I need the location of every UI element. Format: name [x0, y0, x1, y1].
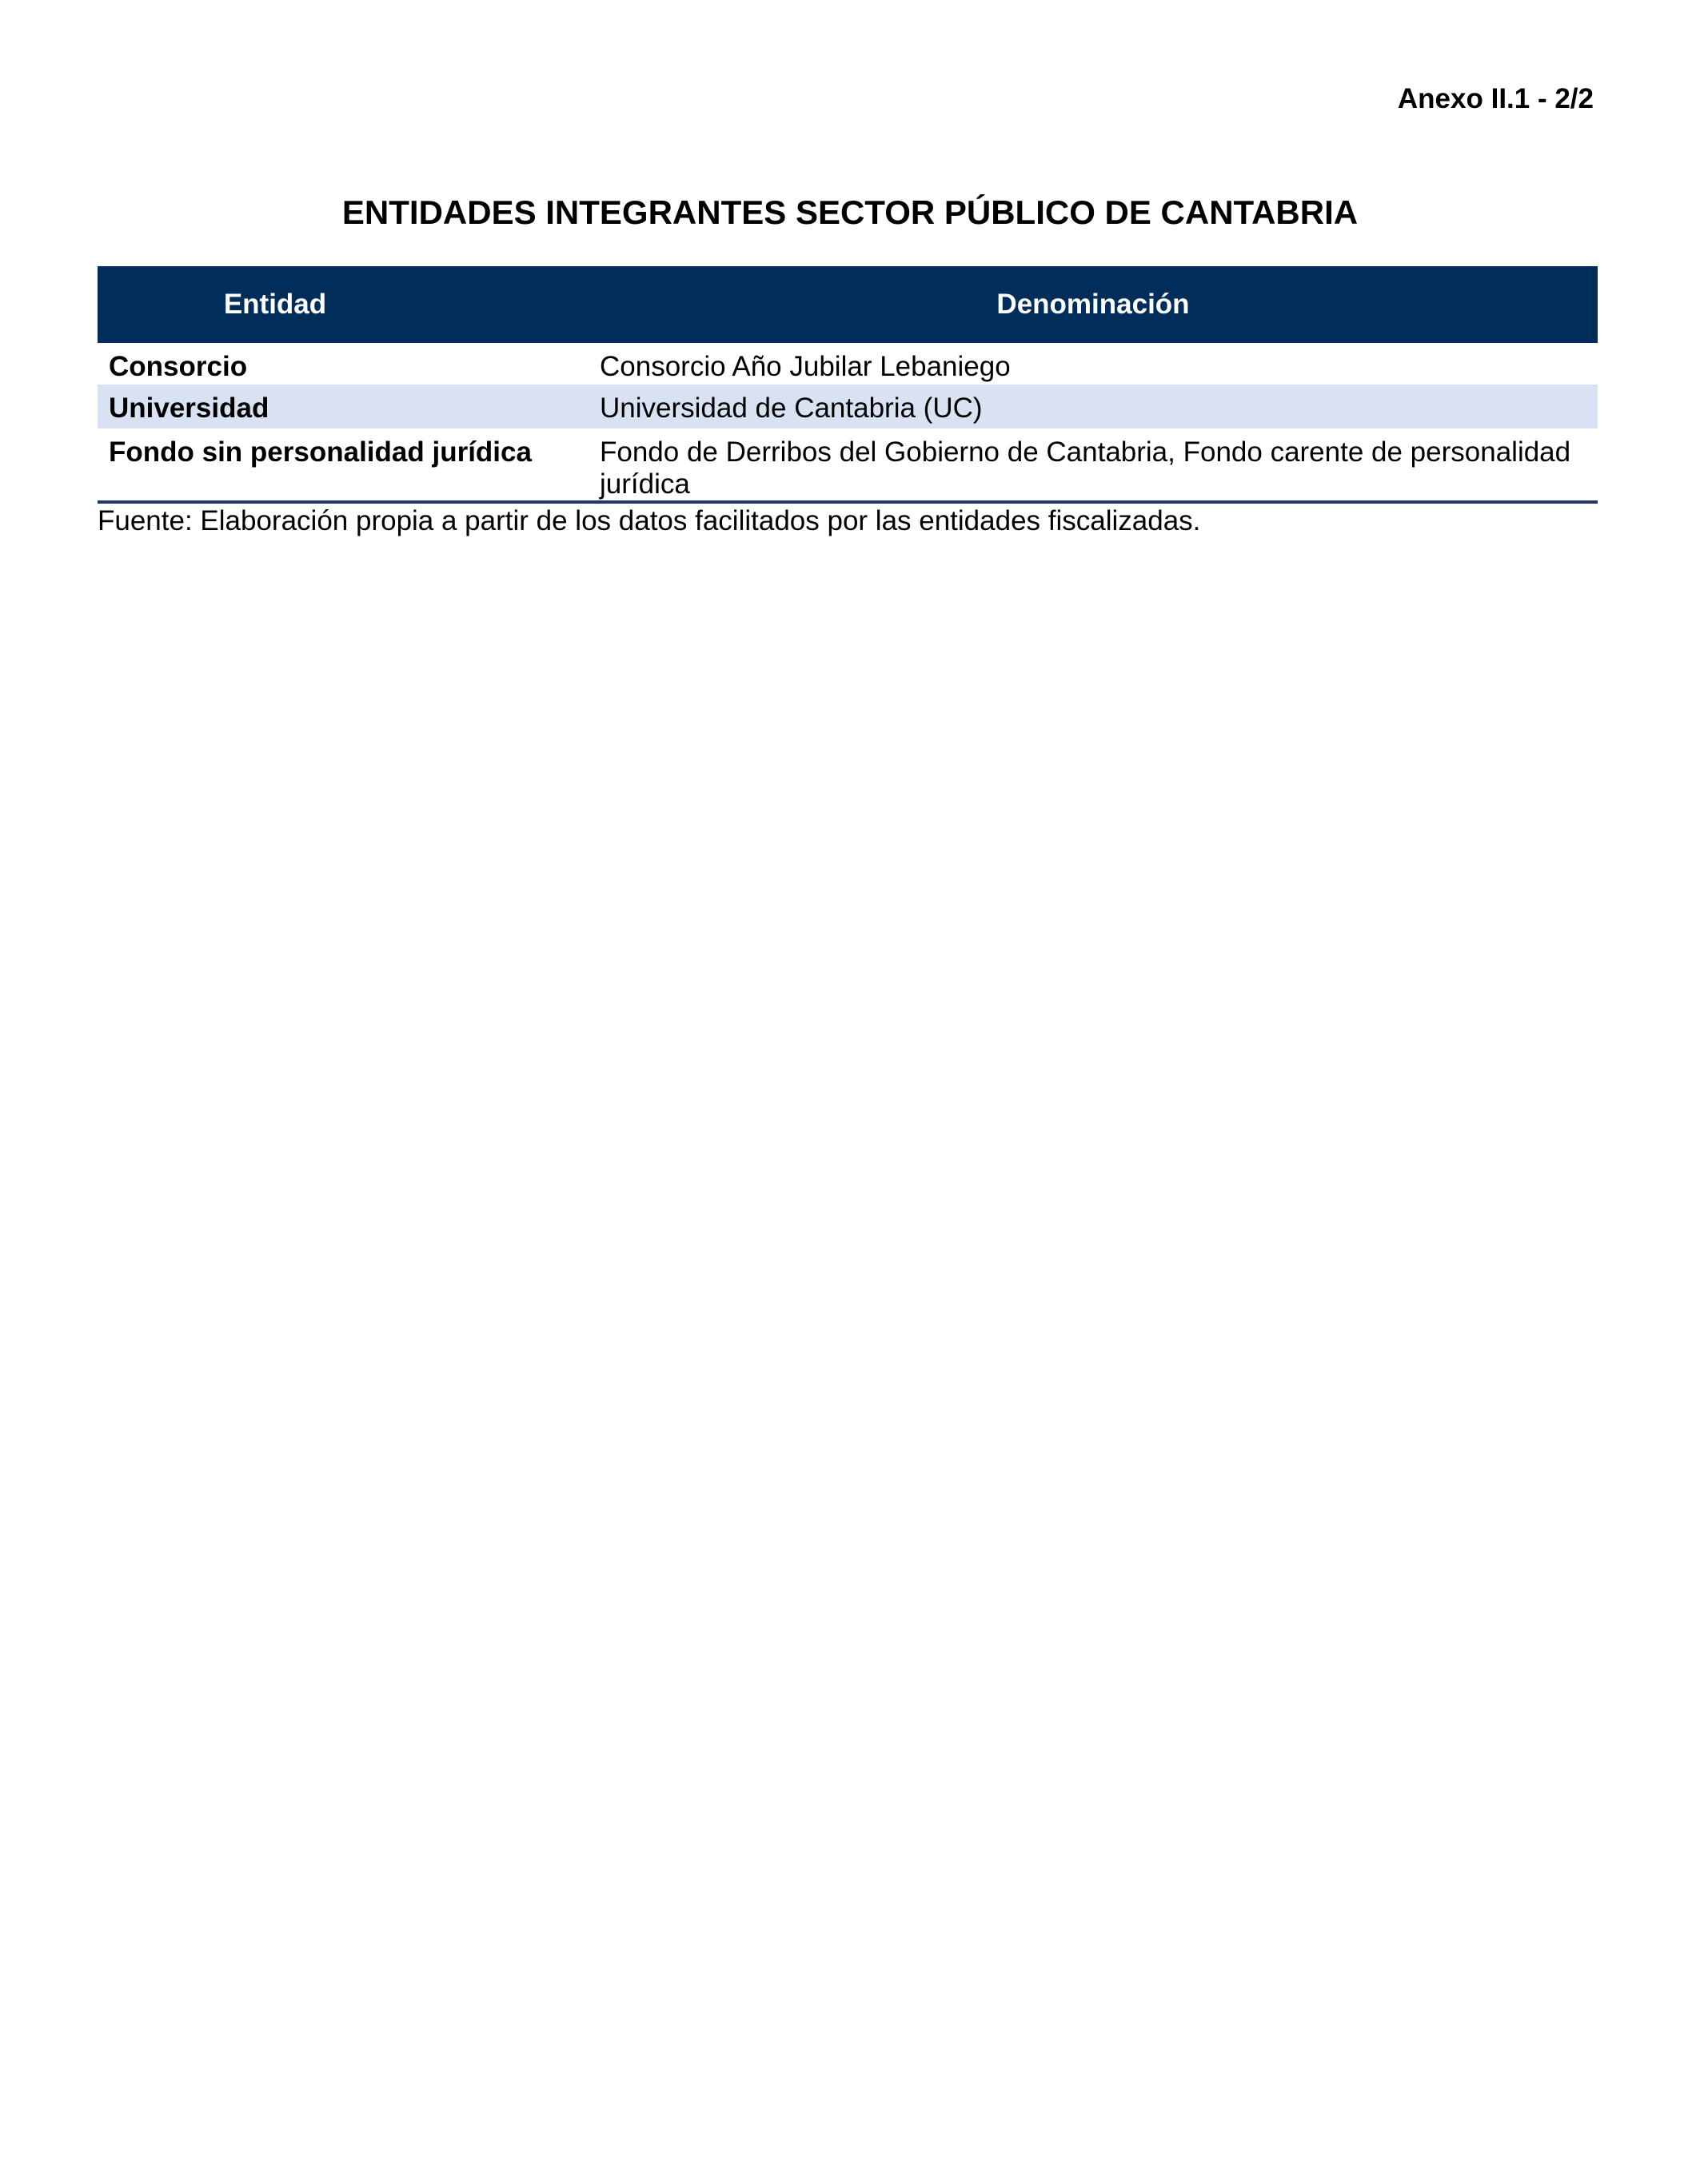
entity-cell: Consorcio — [109, 351, 248, 382]
denomination-cell: Universidad de Cantabria (UC) — [589, 385, 1598, 428]
entity-cell: Fondo sin personalidad jurídica — [98, 428, 589, 502]
table-row — [98, 385, 1598, 428]
column-header-denominacion: Denominación — [589, 266, 1598, 343]
denomination-cell: Consorcio Año Jubilar Lebaniego — [600, 351, 1011, 382]
source-note: Fuente: Elaboración propia a partir de los datos facilitados por las entidades fiscalizadas. — [98, 505, 1201, 536]
table-row — [98, 428, 1598, 502]
entities-table — [98, 266, 1598, 504]
column-header-entidad: Entidad — [98, 266, 589, 343]
table-header-row — [98, 266, 1598, 343]
table-row — [98, 343, 1598, 385]
entity-cell: Universidad — [98, 385, 589, 428]
denomination-cell: Fondo de Derribos del Gobierno de Cantabria, Fondo carente de personalidad jurídica — [589, 428, 1598, 502]
page-title: ENTIDADES INTEGRANTES SECTOR PÚBLICO DE CANTABRIA — [341, 193, 1359, 231]
annex-label: Anexo II.1 - 2/2 — [1397, 83, 1594, 114]
